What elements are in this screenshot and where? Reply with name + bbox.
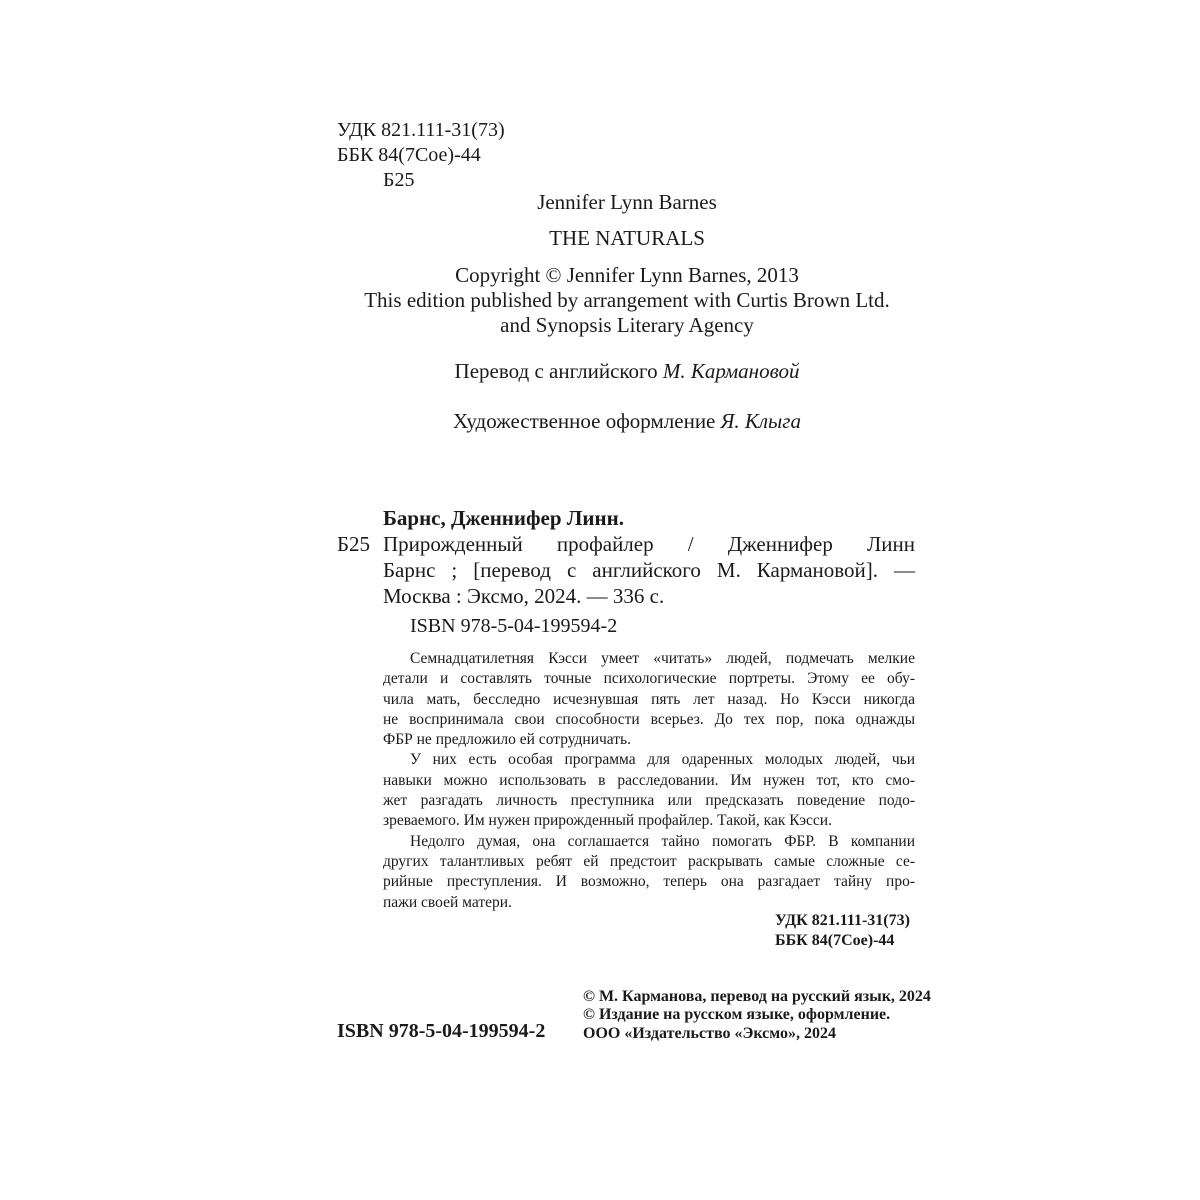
copyright-line-1: Copyright © Jennifer Lynn Barnes, 2013 [455,263,799,287]
annotation-line: не воспринимала свои способности всерьез. До тех пор, пока однажды [383,710,915,728]
annotation-line: детали и составлять точные психологические портреты. Этому ее обу- [383,670,915,688]
original-author: Jennifer Lynn Barnes [537,190,717,214]
annotation-line: навыки можно использовать в расследовании. Им нужен тот, кто смо- [383,771,915,789]
annotation-line: Семнадцатилетняя Кэсси умеет «читать» людей, подмечать мелкие [410,650,915,667]
annotation-line: зреваемого. Им нужен прирожденный профайлер. Такой, как Кэсси. [383,812,832,830]
design-label: Художественное оформление [453,409,716,433]
author-mark: Б25 [383,169,415,191]
copyright-line-3: and Synopsis Literary Agency [500,313,754,337]
catalog-description-line: Москва : Эксмо, 2024. — 336 с. [383,584,665,608]
annotation [383,649,915,913]
annotation-line: пажи своей матери. [383,893,512,911]
translator-name: М. Кармановой [662,359,800,383]
annotation-line: рийные преступления. И возможно, теперь она разгадает тайну про- [383,873,915,891]
copyright-line-2: This edition published by arrangement with Curtis Brown Ltd. [364,288,890,312]
annotation-line: ФБР не предложило ей сотрудничать. [383,731,631,749]
catalog-author-heading: Барнс, Дженнифер Линн. [383,506,624,530]
footer-copyright-2: © Издание на русском языке, оформление. [583,1006,891,1023]
footer-udk: УДК 821.111-31(73) [775,912,910,929]
annotation-line: Недолго думая, она соглашается тайно помогать ФБР. В компании [410,832,915,850]
catalog-description-line: Барнс ; [перевод с английского М. Кармановой]. — [383,558,915,582]
annotation-line: чила мать, бесследно исчезнувшая пять лет назад. Но Кэсси никогда [383,690,915,708]
catalog-code: Б25 [337,532,371,556]
annotation-line: других талантливых ребят ей предстоит раскрывать самые сложные се- [383,852,915,870]
translation-credit [0,358,1200,384]
catalog-isbn: ISBN 978-5-04-199594-2 [410,615,618,637]
designer-name: Я. Клыга [720,409,801,433]
footer-copyright-3: ООО «Издательство «Эксмо», 2024 [583,1025,836,1042]
catalog-description-line: Прирожденный профайлер / Дженнифер Линн [383,532,915,556]
catalog-description [383,531,915,609]
footer-copyright-1: © М. Карманова, перевод на русский язык, 2024 [583,988,931,1005]
design-credit [0,408,1200,434]
footer-isbn: ISBN 978-5-04-199594-2 [337,1020,546,1042]
footer-bbk: ББК 84(7Сое)-44 [775,932,895,949]
bbk-code: ББК 84(7Сое)-44 [337,144,481,166]
udk-code: УДК 821.111-31(73) [337,119,505,141]
original-title: THE NATURALS [549,226,705,250]
annotation-line: У них есть особая программа для одаренных молодых людей, чьи [410,751,915,769]
annotation-line: жет разгадать личность преступника или предсказать поведение подо- [383,792,915,810]
translation-label: Перевод с английского [454,359,658,383]
